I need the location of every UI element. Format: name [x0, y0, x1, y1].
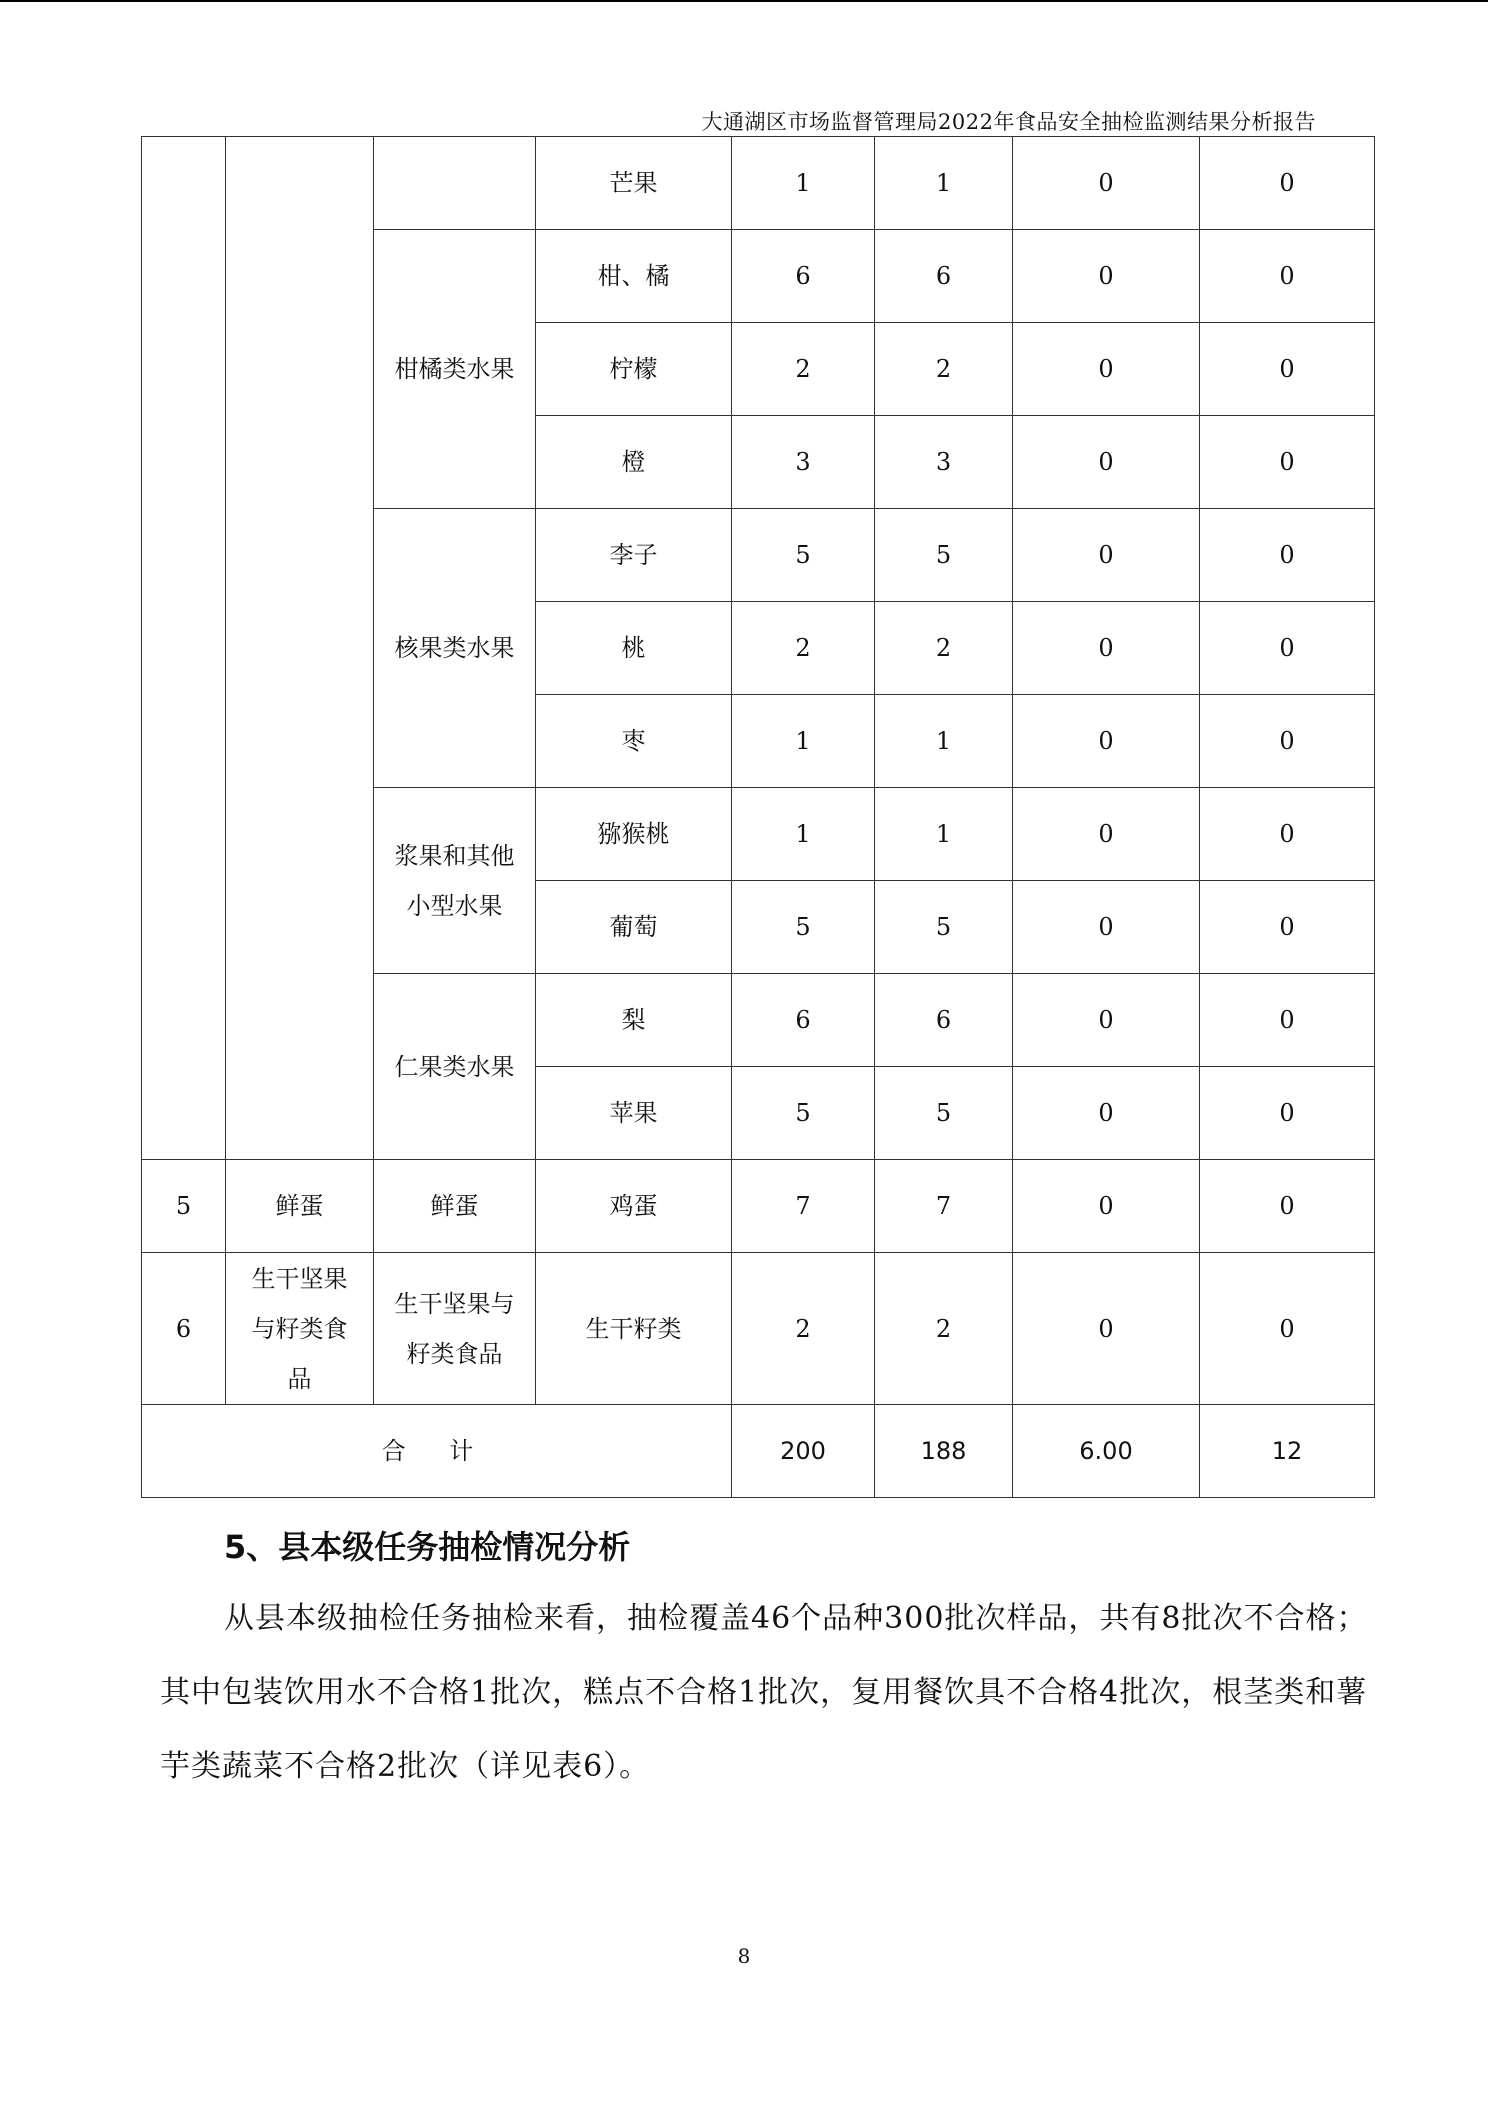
table-cell-value: 6	[732, 974, 875, 1067]
table-cell-value: 0	[1013, 230, 1200, 323]
table-cell-value: 5	[875, 881, 1013, 974]
table-cell-item: 柑、橘	[536, 230, 732, 323]
table-cell-value: 2	[732, 323, 875, 416]
table-cell-item: 李子	[536, 509, 732, 602]
table-cell-value: 0	[1013, 1067, 1200, 1160]
table-cell-value: 5	[732, 509, 875, 602]
table-row	[142, 1253, 1375, 1405]
table-cell-item: 苹果	[536, 1067, 732, 1160]
table-cell-value: 0	[1013, 602, 1200, 695]
table-cell-value: 0	[1200, 509, 1375, 602]
table-cell-value: 0	[1200, 1160, 1375, 1253]
table-cell-subcategory: 鲜蛋	[374, 1160, 536, 1253]
total-value: 200	[732, 1405, 875, 1498]
table-cell-value: 0	[1013, 137, 1200, 230]
total-label: 合 计	[142, 1405, 732, 1498]
table-row	[142, 1160, 1375, 1253]
table-cell-item: 桃	[536, 602, 732, 695]
table-cell-value: 0	[1013, 1160, 1200, 1253]
table-cell-value: 0	[1200, 1067, 1375, 1160]
table-cell-value: 7	[732, 1160, 875, 1253]
table-cell-value: 2	[732, 602, 875, 695]
table-cell-item: 枣	[536, 695, 732, 788]
table-cell-value: 0	[1200, 1253, 1375, 1405]
table-cell-item: 橙	[536, 416, 732, 509]
table-cell-value: 0	[1200, 974, 1375, 1067]
total-value: 188	[875, 1405, 1013, 1498]
table-cell-subcategory: 柑橘类水果	[374, 230, 536, 509]
table-cell-value: 0	[1200, 323, 1375, 416]
table-cell-item: 柠檬	[536, 323, 732, 416]
table-cell-value: 0	[1200, 788, 1375, 881]
table-cell-index	[142, 137, 226, 1160]
table-cell-category: 鲜蛋	[226, 1160, 374, 1253]
table-cell-value: 0	[1013, 974, 1200, 1067]
table-cell-value: 0	[1013, 881, 1200, 974]
table-cell-subcategory	[374, 137, 536, 230]
table-cell-category: 生干坚果与籽类食品	[226, 1253, 374, 1405]
table-cell-value: 0	[1200, 137, 1375, 230]
table-cell-value: 7	[875, 1160, 1013, 1253]
table-cell-value: 3	[732, 416, 875, 509]
table-cell-value: 2	[875, 323, 1013, 416]
table-cell-value: 1	[732, 137, 875, 230]
table-cell-value: 2	[875, 602, 1013, 695]
table-cell-value: 3	[875, 416, 1013, 509]
table-cell-value: 2	[732, 1253, 875, 1405]
table-cell-value: 0	[1013, 695, 1200, 788]
table-cell-value: 0	[1013, 323, 1200, 416]
table-cell-item: 鸡蛋	[536, 1160, 732, 1253]
table-cell-value: 6	[875, 230, 1013, 323]
table-cell-value: 6	[875, 974, 1013, 1067]
table-cell-index: 5	[142, 1160, 226, 1253]
inspection-results-table	[141, 136, 1375, 1498]
body-paragraph	[160, 1582, 1374, 1804]
total-value: 6.00	[1013, 1405, 1200, 1498]
table-cell-value: 0	[1013, 509, 1200, 602]
page-number: 8	[737, 1944, 751, 1968]
table-cell-value: 5	[732, 881, 875, 974]
table-cell-value: 1	[875, 788, 1013, 881]
table-cell-subcategory: 核果类水果	[374, 509, 536, 788]
table-cell-value: 1	[875, 695, 1013, 788]
table-cell-subcategory: 浆果和其他小型水果	[374, 788, 536, 974]
table-row	[142, 137, 1375, 230]
table-cell-item: 猕猴桃	[536, 788, 732, 881]
table-cell-value: 0	[1013, 788, 1200, 881]
table-cell-value: 5	[875, 509, 1013, 602]
table-cell-value: 0	[1200, 881, 1375, 974]
table-total-row	[142, 1405, 1375, 1498]
table-cell-subcategory: 仁果类水果	[374, 974, 536, 1160]
table-cell-subcategory: 生干坚果与籽类食品	[374, 1253, 536, 1405]
table-cell-item: 葡萄	[536, 881, 732, 974]
table-cell-value: 5	[732, 1067, 875, 1160]
total-value: 12	[1200, 1405, 1375, 1498]
table-cell-value: 0	[1013, 1253, 1200, 1405]
table-cell-value: 0	[1200, 230, 1375, 323]
table-cell-value: 0	[1013, 416, 1200, 509]
table-cell-index: 6	[142, 1253, 226, 1405]
table-cell-item: 芒果	[536, 137, 732, 230]
table-cell-value: 0	[1200, 416, 1375, 509]
table-cell-item: 生干籽类	[536, 1253, 732, 1405]
table-cell-value: 5	[875, 1067, 1013, 1160]
table-cell-value: 1	[875, 137, 1013, 230]
section-heading: 5、县本级任务抽检情况分析	[224, 1528, 631, 1566]
table-cell-item: 梨	[536, 974, 732, 1067]
page-top-border	[0, 0, 1488, 2]
table-cell-value: 0	[1200, 695, 1375, 788]
running-header: 大通湖区市场监督管理局2022年食品安全抽检监测结果分析报告	[701, 110, 1316, 134]
table-cell-category	[226, 137, 374, 1160]
table-cell-value: 1	[732, 695, 875, 788]
table-cell-value: 1	[732, 788, 875, 881]
table-cell-value: 0	[1200, 602, 1375, 695]
paragraph-text: 从县本级抽检任务抽检来看，抽检覆盖46个品种300批次样品，共有8批次不合格；其中包装饮用水不合格1批次，糕点不合格1批次，复用餐饮具不合格4批次，根茎类和薯芋类蔬菜不合格2批次（详见表6）。	[160, 1601, 1368, 1784]
table-cell-value: 2	[875, 1253, 1013, 1405]
table-cell-value: 6	[732, 230, 875, 323]
